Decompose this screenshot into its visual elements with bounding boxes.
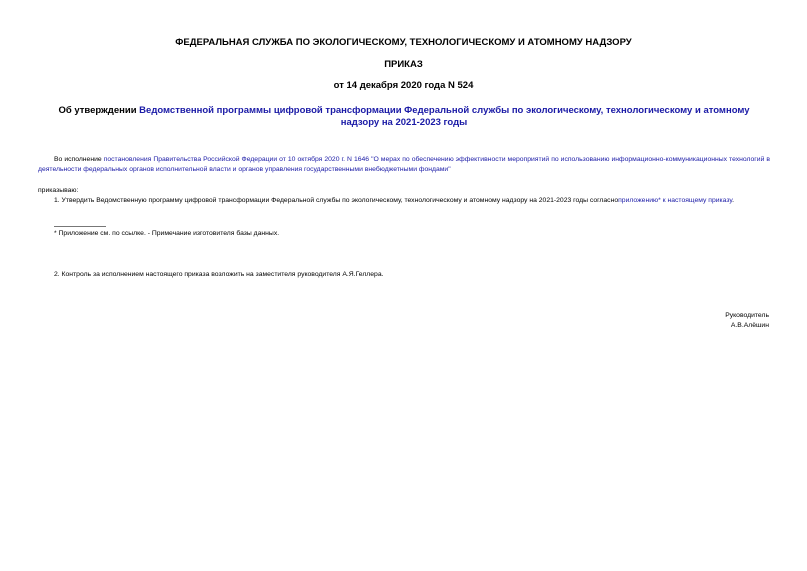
item-1-text: 1. Утвердить Ведомственную программу цифровой трансформации Федеральной службы по экологическому, технологическому и атомному надзору на 2021-2023 годы согласно [54, 197, 619, 204]
item-2-paragraph: 2. Контроль за исполнением настоящего приказа возложить на заместителя руководителя А.Я.Геллера. [54, 271, 384, 278]
document-date: от 14 декабря 2020 года N 524 [333, 80, 474, 91]
intro-paragraph [38, 155, 770, 175]
signature-position: Руководитель [725, 312, 769, 319]
document-type: ПРИКАЗ [384, 59, 423, 70]
item-1-end: . [732, 197, 734, 204]
intro-prefix: Во исполнение [54, 156, 104, 163]
organization-name: ФЕДЕРАЛЬНАЯ СЛУЖБА ПО ЭКОЛОГИЧЕСКОМУ, ТЕХНОЛОГИЧЕСКОМУ И АТОМНОМУ НАДЗОРУ [175, 37, 632, 48]
item-1-paragraph [38, 196, 770, 206]
orders-label: приказываю: [38, 187, 79, 194]
title-prefix: Об утверждении [58, 105, 140, 116]
decree-link[interactable]: постановления Правительства Российской Федерации от 10 октября 2020 г. N 1646 "О мерах по обеспечению эффективности мероприятий по использованию информационно-коммуникационных технологий в деятельности федеральных органов исполнительной власти и органов управления государственными внебюджетными фондами" [38, 156, 770, 173]
document-title [38, 105, 770, 129]
signature-name: А.В.Алёшин [730, 322, 769, 329]
footnote-text: * Приложение см. по ссылке. - Примечание изготовителя базы данных. [54, 230, 280, 237]
appendix-link[interactable]: приложению* к настоящему приказу [618, 197, 733, 204]
footnote-divider [54, 226, 106, 227]
title-link[interactable]: Ведомственной программы цифровой трансформации Федеральной службы по экологическому, технологическому и атомному надзору на 2021-2023 годы [139, 105, 750, 128]
